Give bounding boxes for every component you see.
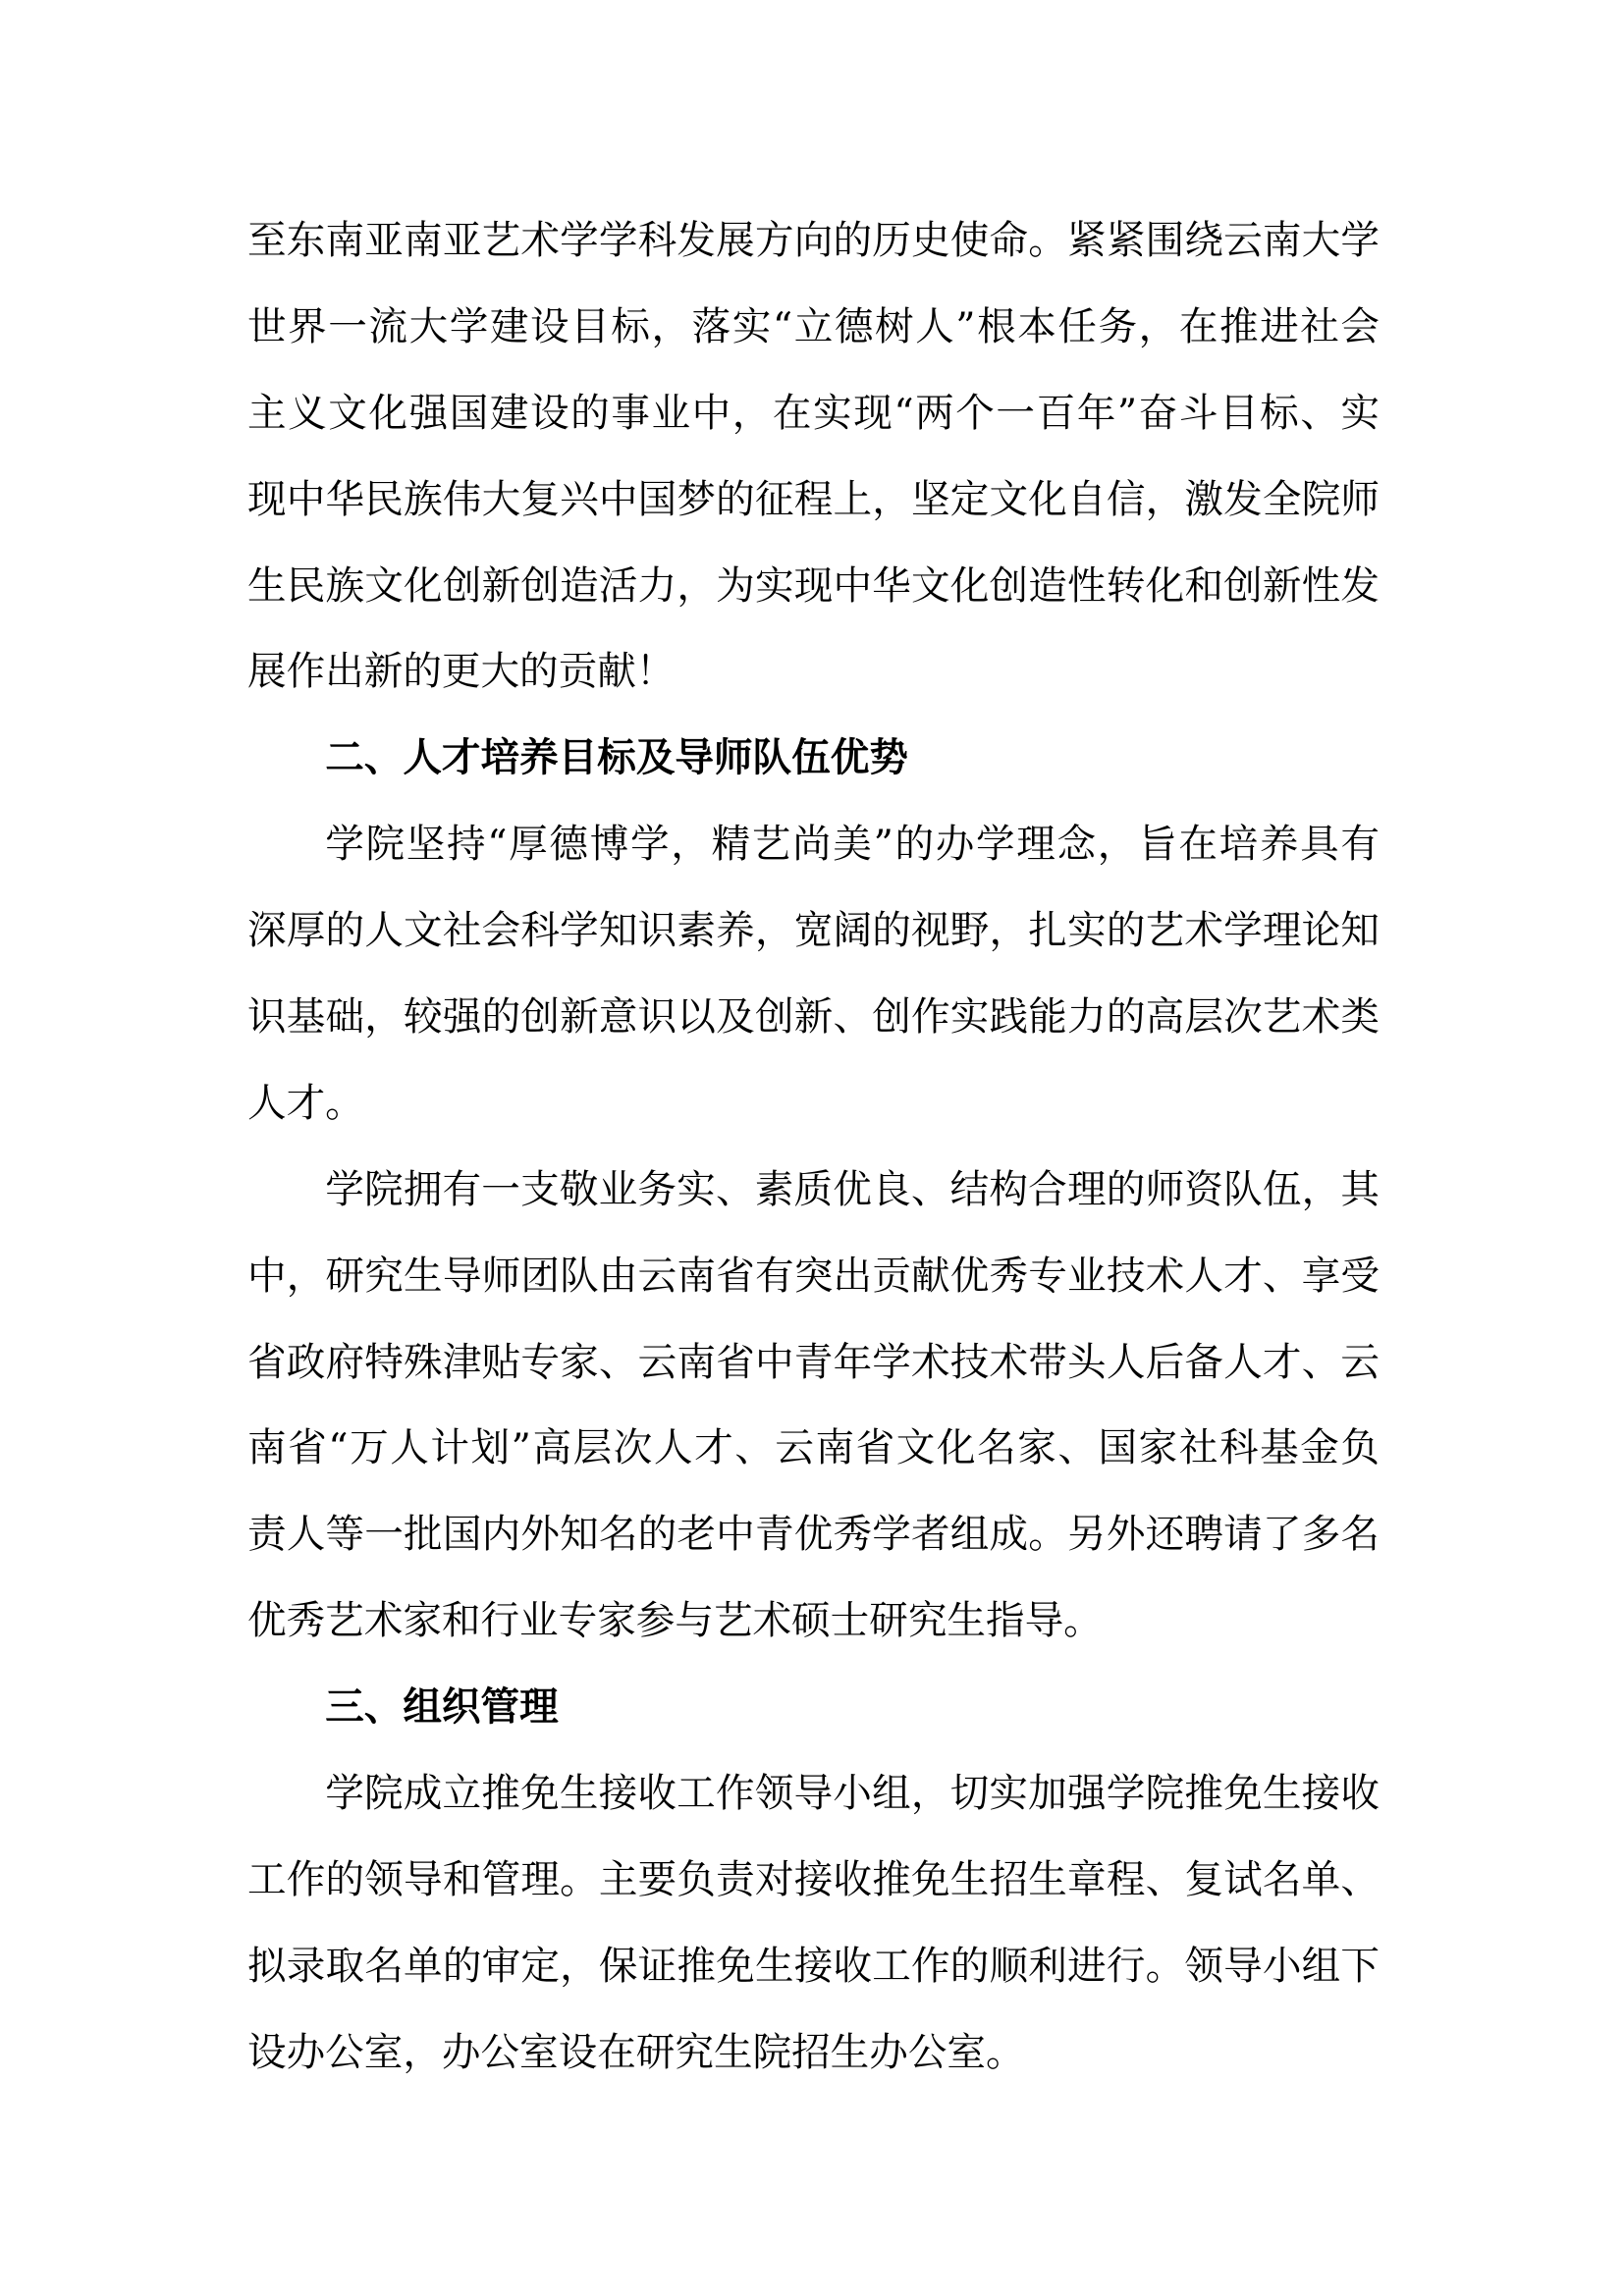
text-line: 中，研究生导师团队由云南省有突出贡献优秀专业技术人才、享受: [247, 1253, 1380, 1299]
text-line: 优秀艺术家和行业专家参与艺术硕士研究生指导。: [247, 1598, 1103, 1644]
text-line: 现中华民族伟大复兴中国梦的征程上，坚定文化自信，激发全院师: [247, 476, 1380, 522]
text-line: 学院成立推免生接收工作领导小组，切实加强学院推免生接收: [325, 1771, 1380, 1817]
text-line: 省政府特殊津贴专家、云南省中青年学术技术带头人后备人才、云: [247, 1339, 1380, 1385]
text-line: 展作出新的更大的贡献！: [247, 649, 676, 695]
text-line: 南省“万人计划”高层次人才、云南省文化名家、国家社科基金负: [247, 1425, 1380, 1471]
text-line: 学院坚持“厚德博学，精艺尚美”的办学理念，旨在培养具有: [325, 822, 1380, 868]
text-line: 至东南亚南亚艺术学学科发展方向的历史使命。紧紧围绕云南大学: [247, 218, 1380, 263]
text-line: 责人等一批国内外知名的老中青优秀学者组成。另外还聘请了多名: [247, 1512, 1380, 1558]
text-line: 主义文化强国建设的事业中，在实现“两个一百年”奋斗目标、实: [247, 390, 1380, 436]
text-line: 识基础，较强的创新意识以及创新、创作实践能力的高层次艺术类: [247, 994, 1380, 1041]
text-line: 人才。: [247, 1080, 364, 1126]
text-line: 世界一流大学建设目标，落实“立德树人”根本任务，在推进社会: [247, 303, 1380, 349]
text-line: 工作的领导和管理。主要负责对接收推免生招生章程、复试名单、: [247, 1856, 1380, 1902]
text-line: 生民族文化创新创造活力，为实现中华文化创造性转化和创新性发: [247, 562, 1380, 609]
text-line: 学院拥有一支敬业务实、素质优良、结构合理的师资队伍，其: [325, 1166, 1380, 1212]
section-heading: 二、人才培养目标及导师队伍优势: [325, 735, 908, 781]
text-line: 设办公室，办公室设在研究生院招生办公室。: [247, 2029, 1025, 2075]
text-line: 拟录取名单的审定，保证推免生接收工作的顺利进行。领导小组下: [247, 1943, 1380, 1989]
document-content: [247, 198, 1380, 2097]
text-line: 深厚的人文社会科学知识素养，宽阔的视野，扎实的艺术学理论知: [247, 908, 1380, 954]
section-heading: 三、组织管理: [325, 1684, 559, 1731]
